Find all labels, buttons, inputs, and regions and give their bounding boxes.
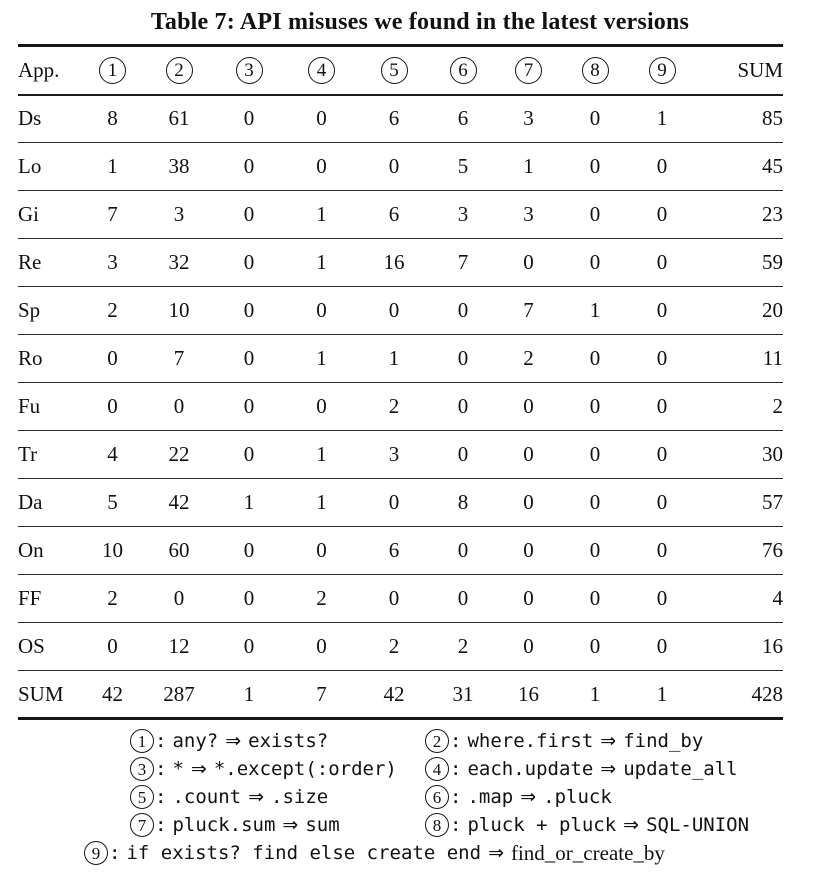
app-column-header: App. xyxy=(18,57,60,82)
table-row xyxy=(18,623,783,671)
cell-value: 0 xyxy=(457,538,469,562)
legend-colon: : xyxy=(109,842,121,864)
cell-value: 7 xyxy=(316,681,327,706)
legend-colon: : xyxy=(450,786,462,808)
legend-colon: : xyxy=(155,786,167,808)
cell-value: 0 xyxy=(388,586,400,610)
cell-value: 2 xyxy=(388,634,400,658)
legend-to-code: update_all xyxy=(623,758,738,780)
legend-to-code: find_or_create_by xyxy=(510,840,665,865)
row-sum: 428 xyxy=(751,681,783,706)
row-label: SUM xyxy=(18,681,64,706)
cell-value: 7 xyxy=(523,298,534,322)
table-row xyxy=(18,287,783,335)
cell-value: 0 xyxy=(656,490,668,514)
legend-item xyxy=(84,841,665,866)
legend-item xyxy=(425,785,840,809)
row-sum: 30 xyxy=(762,442,783,466)
cell-value: 0 xyxy=(243,538,255,562)
legend-line xyxy=(18,839,840,867)
cell-value: 1 xyxy=(656,681,668,706)
cell-value: 0 xyxy=(656,586,668,610)
cell-value: 10 xyxy=(102,538,123,562)
cell-value: 0 xyxy=(243,202,255,226)
cell-value: 0 xyxy=(243,106,255,131)
legend-line xyxy=(18,755,840,783)
circle-badge: 9 xyxy=(84,841,108,865)
row-label: Re xyxy=(18,250,42,274)
circled-number-header xyxy=(496,46,561,95)
cell-value: 0 xyxy=(656,346,668,370)
cell-value: 0 xyxy=(589,346,601,370)
row-label: Da xyxy=(18,490,43,514)
cell-value: 5 xyxy=(107,490,118,514)
legend-from-code: if exists? find else create end xyxy=(126,842,482,864)
circle-badge: 7 xyxy=(130,813,154,837)
table-row xyxy=(18,575,783,623)
cell-value: 0 xyxy=(457,298,469,322)
legend-line xyxy=(18,727,840,755)
legend-to-code: *.except(:order) xyxy=(213,758,397,780)
circled-number-header xyxy=(430,46,496,95)
legend-from-code: where.first xyxy=(467,730,594,752)
circle-badge: 8 xyxy=(582,57,609,84)
legend-from-code: any? xyxy=(172,730,219,752)
circle-badge: 3 xyxy=(236,57,263,84)
implies-arrow-icon: ⇒ xyxy=(520,786,537,808)
cell-value: 1 xyxy=(243,490,255,514)
cell-value: 61 xyxy=(168,106,190,131)
cell-value: 0 xyxy=(316,154,327,178)
row-label: Gi xyxy=(18,202,39,226)
cell-value: 0 xyxy=(388,490,400,514)
cell-value: 16 xyxy=(383,250,405,274)
legend-to-code: find_by xyxy=(623,730,704,752)
cell-value: 1 xyxy=(243,681,255,706)
cell-value: 4 xyxy=(107,442,118,466)
table-row xyxy=(18,383,783,431)
cell-value: 31 xyxy=(452,681,474,706)
circle-badge: 7 xyxy=(515,57,542,84)
legend-from-code: pluck + pluck xyxy=(467,814,617,836)
cell-value: 0 xyxy=(243,394,255,418)
legend-item xyxy=(130,813,425,837)
cell-value: 1 xyxy=(316,442,327,466)
table-row xyxy=(18,431,783,479)
cell-value: 38 xyxy=(168,154,190,178)
misuse-table xyxy=(18,44,783,720)
cell-value: 0 xyxy=(656,298,668,322)
table-row xyxy=(18,527,783,575)
row-label: Fu xyxy=(18,394,41,418)
row-sum: 59 xyxy=(762,250,783,274)
cell-value: 0 xyxy=(316,106,327,131)
row-label: Tr xyxy=(18,442,38,466)
circled-number-header xyxy=(213,46,285,95)
cell-value: 5 xyxy=(457,154,469,178)
cell-value: 0 xyxy=(388,298,400,322)
circle-badge: 4 xyxy=(425,757,449,781)
cell-value: 0 xyxy=(316,298,327,322)
legend-line xyxy=(18,783,840,811)
cell-value: 0 xyxy=(589,202,601,226)
cell-value: 10 xyxy=(168,298,190,322)
cell-value: 42 xyxy=(102,681,123,706)
implies-arrow-icon: ⇒ xyxy=(248,786,265,808)
cell-value: 7 xyxy=(107,202,118,226)
cell-value: 1 xyxy=(316,490,327,514)
legend-to-code: sum xyxy=(305,814,340,836)
row-sum: 20 xyxy=(762,298,783,322)
cell-value: 0 xyxy=(589,250,601,274)
circle-badge: 1 xyxy=(130,729,154,753)
legend-colon: : xyxy=(450,814,462,836)
cell-value: 0 xyxy=(656,154,668,178)
cell-value: 0 xyxy=(656,538,668,562)
cell-value: 16 xyxy=(518,681,539,706)
cell-value: 1 xyxy=(589,681,601,706)
cell-value: 0 xyxy=(589,394,601,418)
row-label: On xyxy=(18,538,44,562)
cell-value: 12 xyxy=(168,634,190,658)
table-header-row xyxy=(18,46,783,95)
cell-value: 32 xyxy=(168,250,190,274)
cell-value: 0 xyxy=(589,586,601,610)
circle-badge: 1 xyxy=(99,57,126,84)
legend-item xyxy=(425,813,840,837)
cell-value: 1 xyxy=(316,202,327,226)
row-label: OS xyxy=(18,634,45,658)
cell-value: 0 xyxy=(243,346,255,370)
cell-value: 3 xyxy=(523,202,534,226)
implies-arrow-icon: ⇒ xyxy=(190,758,207,780)
cell-value: 287 xyxy=(163,681,195,706)
cell-value: 1 xyxy=(316,250,327,274)
circle-badge: 5 xyxy=(381,57,408,84)
cell-value: 0 xyxy=(457,442,469,466)
circled-number-header xyxy=(80,46,145,95)
cell-value: 7 xyxy=(173,346,185,370)
legend-to-code: SQL-UNION xyxy=(646,814,750,836)
table-body xyxy=(18,95,783,719)
cell-value: 6 xyxy=(388,106,400,131)
legend-colon: : xyxy=(155,730,167,752)
cell-value: 0 xyxy=(523,634,534,658)
legend-from-code: * xyxy=(172,758,184,780)
legend-from-code: pluck.sum xyxy=(172,814,276,836)
legend-item xyxy=(425,729,840,753)
cell-value: 0 xyxy=(523,586,534,610)
row-sum: 11 xyxy=(762,346,783,370)
cell-value: 2 xyxy=(316,586,327,610)
row-sum: 57 xyxy=(762,490,783,514)
cell-value: 0 xyxy=(656,394,668,418)
row-label: Sp xyxy=(18,298,41,322)
implies-arrow-icon: ⇒ xyxy=(282,814,299,836)
cell-value: 6 xyxy=(388,202,400,226)
row-sum: 4 xyxy=(772,586,783,610)
legend-to-code: .pluck xyxy=(543,786,612,808)
cell-value: 3 xyxy=(173,202,185,226)
implies-arrow-icon: ⇒ xyxy=(623,814,640,836)
cell-value: 0 xyxy=(523,490,534,514)
cell-value: 0 xyxy=(457,586,469,610)
table-sum-row xyxy=(18,671,783,719)
cell-value: 0 xyxy=(457,394,469,418)
cell-value: 0 xyxy=(316,634,327,658)
cell-value: 0 xyxy=(589,106,601,131)
cell-value: 0 xyxy=(589,538,601,562)
cell-value: 7 xyxy=(457,250,469,274)
cell-value: 0 xyxy=(243,154,255,178)
cell-value: 2 xyxy=(107,586,118,610)
implies-arrow-icon: ⇒ xyxy=(600,730,617,752)
cell-value: 2 xyxy=(523,346,534,370)
cell-value: 0 xyxy=(523,442,534,466)
cell-value: 3 xyxy=(107,250,118,274)
cell-value: 0 xyxy=(316,394,327,418)
cell-value: 0 xyxy=(243,298,255,322)
row-label: Ro xyxy=(18,346,43,370)
cell-value: 6 xyxy=(457,106,469,131)
circle-badge: 6 xyxy=(425,785,449,809)
cell-value: 0 xyxy=(173,394,185,418)
cell-value: 0 xyxy=(107,394,118,418)
cell-value: 0 xyxy=(243,586,255,610)
cell-value: 2 xyxy=(388,394,400,418)
cell-value: 0 xyxy=(656,634,668,658)
legend-item xyxy=(130,757,425,781)
table-caption: Table 7: API misuses we found in the latest versions xyxy=(150,9,690,35)
circle-badge: 2 xyxy=(166,57,193,84)
table-row xyxy=(18,335,783,383)
circled-number-header xyxy=(145,46,213,95)
cell-value: 0 xyxy=(589,634,601,658)
cell-value: 2 xyxy=(107,298,118,322)
circle-badge: 9 xyxy=(649,57,676,84)
cell-value: 1 xyxy=(656,106,668,131)
table-row xyxy=(18,95,783,143)
cell-value: 3 xyxy=(388,442,400,466)
implies-arrow-icon: ⇒ xyxy=(600,758,617,780)
cell-value: 0 xyxy=(523,250,534,274)
row-sum: 2 xyxy=(772,394,783,418)
misuse-legend xyxy=(18,727,840,867)
circle-badge: 3 xyxy=(130,757,154,781)
table-row xyxy=(18,143,783,191)
cell-value: 8 xyxy=(457,490,469,514)
cell-value: 1 xyxy=(316,346,327,370)
cell-value: 0 xyxy=(316,538,327,562)
cell-value: 22 xyxy=(168,442,190,466)
row-sum: 23 xyxy=(762,202,783,226)
cell-value: 0 xyxy=(589,154,601,178)
cell-value: 0 xyxy=(388,154,400,178)
legend-to-code: exists? xyxy=(248,730,329,752)
cell-value: 0 xyxy=(523,538,534,562)
cell-value: 60 xyxy=(168,538,190,562)
cell-value: 0 xyxy=(656,442,668,466)
cell-value: 1 xyxy=(589,298,601,322)
cell-value: 0 xyxy=(656,202,668,226)
cell-value: 0 xyxy=(107,346,118,370)
cell-value: 0 xyxy=(656,250,668,274)
circle-badge: 2 xyxy=(425,729,449,753)
row-label: Lo xyxy=(18,154,42,178)
circled-number-header xyxy=(285,46,358,95)
cell-value: 42 xyxy=(383,681,405,706)
cell-value: 0 xyxy=(173,586,185,610)
cell-value: 0 xyxy=(243,634,255,658)
circle-badge: 4 xyxy=(308,57,335,84)
cell-value: 0 xyxy=(107,634,118,658)
legend-from-code: each.update xyxy=(467,758,594,780)
legend-item xyxy=(425,757,840,781)
legend-from-code: .count xyxy=(172,786,242,808)
legend-colon: : xyxy=(450,730,462,752)
cell-value: 1 xyxy=(388,346,400,370)
row-sum: 45 xyxy=(762,154,783,178)
legend-item xyxy=(130,785,425,809)
implies-arrow-icon: ⇒ xyxy=(225,730,242,752)
legend-colon: : xyxy=(155,814,167,836)
circled-number-header xyxy=(358,46,430,95)
cell-value: 0 xyxy=(589,442,601,466)
sum-column-header: SUM xyxy=(737,57,783,82)
cell-value: 6 xyxy=(388,538,400,562)
legend-to-code: .size xyxy=(271,786,329,808)
circled-number-header xyxy=(629,46,695,95)
table-row xyxy=(18,479,783,527)
cell-value: 42 xyxy=(168,490,190,514)
cell-value: 0 xyxy=(523,394,534,418)
cell-value: 3 xyxy=(457,202,469,226)
circle-badge: 5 xyxy=(130,785,154,809)
legend-item xyxy=(130,729,425,753)
cell-value: 8 xyxy=(107,106,118,131)
cell-value: 0 xyxy=(243,250,255,274)
circled-number-header xyxy=(561,46,629,95)
legend-colon: : xyxy=(155,758,167,780)
row-sum: 85 xyxy=(762,106,783,131)
cell-value: 0 xyxy=(589,490,601,514)
table-row xyxy=(18,239,783,287)
cell-value: 0 xyxy=(457,346,469,370)
circle-badge: 6 xyxy=(450,57,477,84)
cell-value: 0 xyxy=(243,442,255,466)
cell-value: 1 xyxy=(107,154,118,178)
cell-value: 3 xyxy=(523,106,534,131)
circle-badge: 8 xyxy=(425,813,449,837)
row-label: FF xyxy=(18,586,42,610)
legend-colon: : xyxy=(450,758,462,780)
cell-value: 1 xyxy=(523,154,534,178)
row-label: Ds xyxy=(18,106,42,131)
implies-arrow-icon: ⇒ xyxy=(488,842,504,864)
legend-from-code: .map xyxy=(467,786,514,808)
row-sum: 16 xyxy=(762,634,783,658)
table-row xyxy=(18,191,783,239)
row-sum: 76 xyxy=(762,538,783,562)
cell-value: 2 xyxy=(457,634,469,658)
legend-line xyxy=(18,811,840,839)
